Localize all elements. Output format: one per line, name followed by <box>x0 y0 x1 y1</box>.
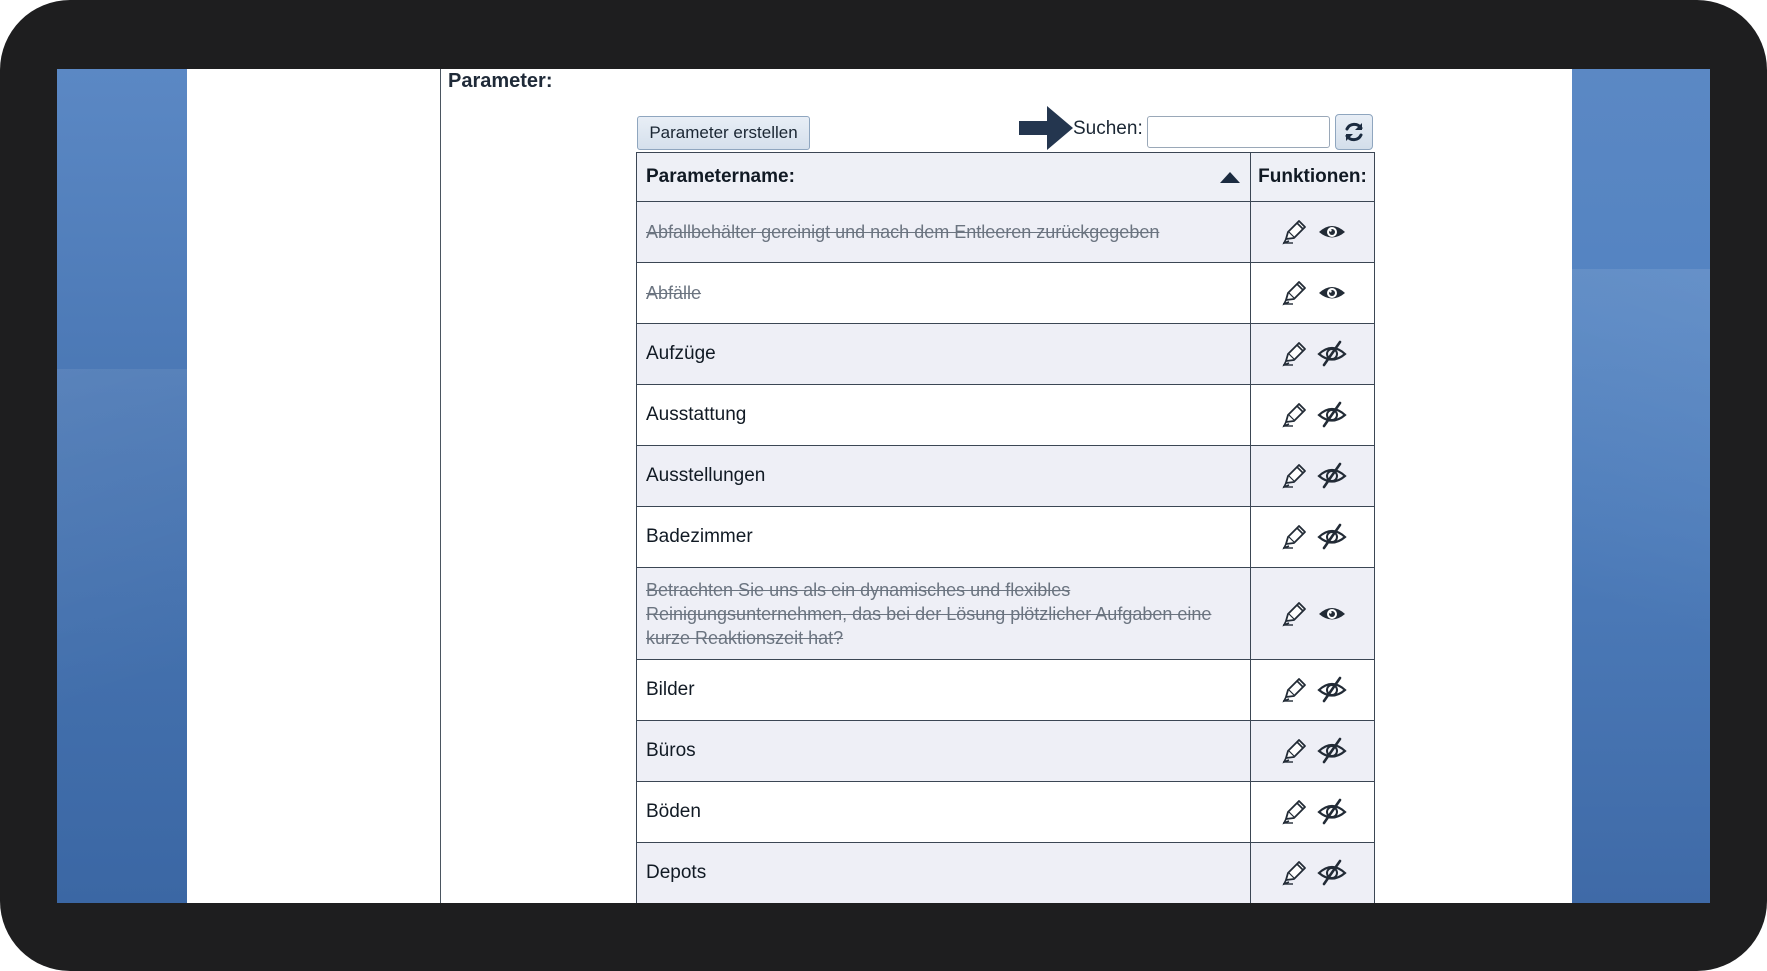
table-row <box>636 202 1375 263</box>
column-header-functions: Funktionen: <box>1258 166 1367 187</box>
column-header-name[interactable] <box>637 153 1251 201</box>
parameter-name: Bilder <box>646 679 695 700</box>
column-header-name-label: Parametername: <box>646 166 795 187</box>
eye-slash-icon[interactable] <box>1317 797 1347 827</box>
table-row <box>636 721 1375 782</box>
functions-cell <box>1251 568 1374 659</box>
functions-cell <box>1251 782 1374 842</box>
edit-pencil-icon[interactable] <box>1279 461 1309 491</box>
refresh-button[interactable] <box>1335 114 1373 150</box>
table-row <box>636 385 1375 446</box>
functions-cell <box>1251 660 1374 720</box>
search-input[interactable] <box>1147 116 1330 148</box>
parameter-name: Büros <box>646 740 696 761</box>
eye-slash-icon[interactable] <box>1317 858 1347 888</box>
parameter-name: Böden <box>646 801 701 822</box>
desktop-background-left <box>57 69 187 903</box>
edit-pencil-icon[interactable] <box>1279 400 1309 430</box>
screen <box>57 69 1710 903</box>
parameter-name: Abfallbehälter gereinigt und nach dem Entleeren zurückgegeben <box>646 222 1160 242</box>
eye-slash-icon[interactable] <box>1317 339 1347 369</box>
edit-pencil-icon[interactable] <box>1279 858 1309 888</box>
functions-cell <box>1251 324 1374 384</box>
parameter-name-cell <box>637 568 1251 659</box>
functions-cell <box>1251 446 1374 506</box>
eye-slash-icon[interactable] <box>1317 522 1347 552</box>
eye-icon[interactable] <box>1317 217 1347 247</box>
functions-cell <box>1251 385 1374 445</box>
parameter-name-cell <box>637 782 1251 842</box>
section-title: Parameter: <box>448 70 553 92</box>
parameter-name-cell <box>637 721 1251 781</box>
parameter-name: Ausstellungen <box>646 465 766 486</box>
functions-cell <box>1251 843 1374 903</box>
parameter-name: Aufzüge <box>646 343 716 364</box>
functions-cell <box>1251 721 1374 781</box>
edit-pencil-icon[interactable] <box>1279 736 1309 766</box>
parameter-name-cell <box>637 660 1251 720</box>
refresh-icon <box>1342 120 1366 144</box>
edit-pencil-icon[interactable] <box>1279 278 1309 308</box>
edit-pencil-icon[interactable] <box>1279 599 1309 629</box>
parameter-name-cell <box>637 446 1251 506</box>
table-header-row <box>636 153 1375 202</box>
edit-pencil-icon[interactable] <box>1279 797 1309 827</box>
table-row <box>636 568 1375 660</box>
functions-cell <box>1251 263 1374 323</box>
eye-icon[interactable] <box>1317 278 1347 308</box>
eye-slash-icon[interactable] <box>1317 675 1347 705</box>
parameter-name-cell <box>637 385 1251 445</box>
parameter-name-cell <box>637 324 1251 384</box>
create-parameter-button[interactable]: Parameter erstellen <box>637 116 810 150</box>
search-label: Suchen: <box>1073 118 1143 139</box>
table-row <box>636 782 1375 843</box>
sort-ascending-icon <box>1219 170 1241 184</box>
parameter-name-cell <box>637 507 1251 567</box>
functions-cell <box>1251 202 1374 262</box>
parameters-table <box>636 152 1375 903</box>
parameter-name-cell <box>637 843 1251 903</box>
page-content <box>187 69 1572 903</box>
parameter-name: Ausstattung <box>646 404 747 425</box>
eye-slash-icon[interactable] <box>1317 736 1347 766</box>
table-row <box>636 843 1375 903</box>
parameter-name-cell <box>637 263 1251 323</box>
parameter-name-cell <box>637 202 1251 262</box>
desktop-background-right <box>1572 69 1710 903</box>
eye-slash-icon[interactable] <box>1317 400 1347 430</box>
eye-slash-icon[interactable] <box>1317 461 1347 491</box>
parameter-name: Badezimmer <box>646 526 753 547</box>
table-row <box>636 660 1375 721</box>
edit-pencil-icon[interactable] <box>1279 339 1309 369</box>
edit-pencil-icon[interactable] <box>1279 522 1309 552</box>
pointer-arrow-icon <box>1017 104 1075 152</box>
table-row <box>636 263 1375 324</box>
parameter-name: Abfälle <box>646 283 702 303</box>
functions-cell <box>1251 507 1374 567</box>
edit-pencil-icon[interactable] <box>1279 217 1309 247</box>
content-divider <box>440 69 441 903</box>
eye-icon[interactable] <box>1317 599 1347 629</box>
edit-pencil-icon[interactable] <box>1279 675 1309 705</box>
parameter-name: Betrachten Sie uns als ein dynamisches und flexibles Reinigungsunternehmen, das bei der Lösung plötzlicher Aufgaben eine kurze Reaktionszeit hat? <box>646 579 1212 648</box>
parameter-name: Depots <box>646 862 707 883</box>
table-row <box>636 324 1375 385</box>
table-row <box>636 507 1375 568</box>
table-row <box>636 446 1375 507</box>
